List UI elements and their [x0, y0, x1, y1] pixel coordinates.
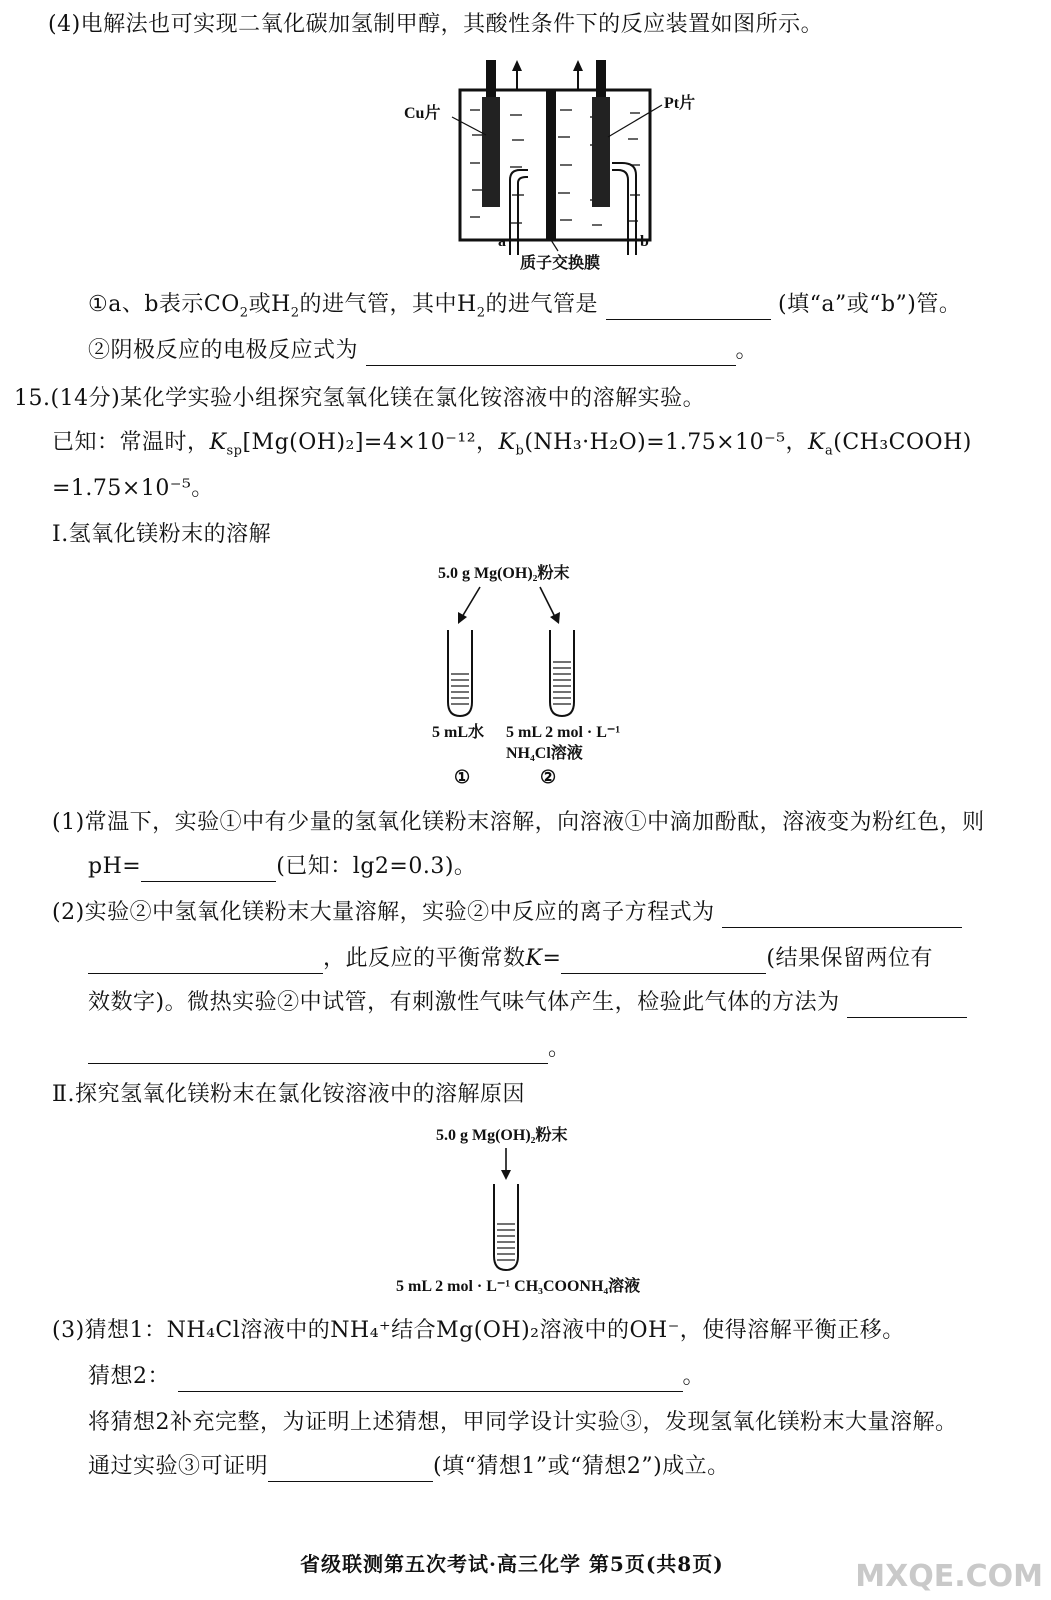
q3-post: (填“猜想1”或“猜想2”)成立。	[433, 1454, 730, 1479]
answer-blank-gas-test-2[interactable]	[88, 1039, 548, 1064]
ksp-value: [Mg(OH)₂]=4×10⁻¹²，	[242, 430, 499, 455]
q15-3-line1: (3)猜想1：NH₄Cl溶液中的NH₄⁺结合Mg(OH)₂溶液中的OH⁻，使得溶解平衡正移。	[52, 1318, 905, 1343]
ksp-symbol: K	[209, 430, 227, 455]
q14-4-sub1-text-b: 或H	[248, 292, 291, 317]
known-pre: 已知：常温时，	[52, 430, 210, 455]
electrolysis-figure	[400, 55, 696, 285]
q15-known-line2: =1.75×10⁻⁵。	[52, 476, 214, 501]
tube1-label: 5 mL水	[432, 724, 485, 741]
fig1-powder-label: 5.0 g Mg(OH)₂粉末	[438, 565, 570, 582]
q15-3-line4	[88, 1452, 730, 1482]
answer-blank-gas-test-1[interactable]	[847, 993, 967, 1018]
ka-sub: a	[824, 443, 834, 459]
q14-4-sub2-end: 。	[735, 338, 759, 363]
kb-value: (NH₃·H₂O)=1.75×10⁻⁵，	[524, 430, 809, 455]
q2-post-text: (结果保留两位有	[766, 946, 933, 971]
answer-blank-guess2[interactable]	[178, 1367, 683, 1392]
part1-title: Ⅰ.氢氧化镁粉末的溶解	[52, 522, 272, 547]
q2-eq-sign: =	[542, 946, 562, 971]
q3-pre: 通过实验③可证明	[88, 1454, 269, 1479]
q3-guess2-post: 。	[682, 1364, 706, 1389]
q15-3-line3: 将猜想2补充完整，为证明上述猜想，甲同学设计实验③，发现氢氧化镁粉末大量溶解。	[88, 1410, 958, 1435]
answer-blank-inlet[interactable]	[606, 295, 771, 320]
q1-ph-pre: pH=	[88, 854, 142, 879]
answer-blank-which-guess[interactable]	[268, 1457, 433, 1482]
q14-4-sub1: ①a、b表示$CO_2$或$H_2$的进气管，其中$H_2$的进气管是 (填“a”或“b”)管。	[88, 292, 962, 321]
answer-blank-ionic-equation-1[interactable]	[722, 903, 962, 928]
part2-title: Ⅱ.探究氢氧化镁粉末在氯化铵溶液中的溶解原因	[52, 1082, 525, 1107]
q14-4-sub2-text: ②阴极反应的电极反应式为	[88, 338, 359, 363]
ka-symbol: K	[808, 430, 825, 455]
answer-blank-equilibrium-constant[interactable]	[561, 949, 766, 974]
q3-guess2-pre: 猜想2：	[88, 1364, 170, 1389]
membrane-label: 质子交换膜	[520, 255, 601, 272]
tube1-number: ①	[454, 767, 471, 787]
q2-line1-text: (2)实验②中氢氧化镁粉末大量溶解，实验②中反应的离子方程式为	[52, 900, 715, 925]
q15-3-guess2	[88, 1362, 705, 1392]
cu-label: Cu片	[404, 105, 441, 122]
q15-2-line1	[52, 898, 962, 928]
q14-4-sub1-text-d: 的进气管是	[485, 292, 599, 317]
q14-4-sub2	[88, 336, 758, 366]
q15-2-line3	[88, 988, 967, 1018]
answer-blank-cathode-equation[interactable]	[366, 341, 736, 366]
ka-value: (CH₃COOH)	[833, 430, 972, 455]
q15-1-line2	[88, 852, 476, 882]
kb-sub: b	[515, 443, 525, 459]
answer-blank-ph[interactable]	[141, 857, 276, 882]
q14-4-intro: (4)电解法也可实现二氧化碳加氢制甲醇，其酸性条件下的反应装置如图所示。	[48, 12, 824, 37]
test-tubes-figure	[420, 562, 660, 792]
answer-blank-ionic-equation-2[interactable]	[88, 949, 323, 974]
kb-symbol: K	[498, 430, 516, 455]
inlet-b-label: b	[640, 233, 649, 250]
q2-k-symbol: K	[525, 946, 543, 971]
inlet-a-label: a	[498, 233, 506, 250]
q1-ph-post: (已知：lg2=0.3)。	[276, 854, 477, 879]
pt-label: Pt片	[664, 95, 696, 112]
acetate-tube-diagram	[380, 1124, 680, 1304]
q2-line3-text: 效数字)。微热实验②中试管，有刺激性气味气体产生，检验此气体的方法为	[88, 990, 840, 1015]
tube2-number: ②	[540, 767, 557, 787]
q14-4-sub1-text-e: (填“a”或“b”)管。	[778, 292, 962, 317]
q2-end: 。	[548, 1036, 571, 1061]
q15-2-line4	[88, 1034, 571, 1064]
watermark-logo: MXQE.COM	[855, 1559, 1043, 1594]
page-footer: 省级联测第五次考试·高三化学 第5页(共8页)	[300, 1552, 724, 1576]
fig2-powder-label: 5.0 g Mg(OH)₂粉末	[436, 1127, 568, 1144]
q15-2-line2	[88, 944, 933, 974]
tube2-label-2: NH₄Cl溶液	[506, 745, 583, 762]
q15-1-line1: (1)常温下，实验①中有少量的氢氧化镁粉末溶解，向溶液①中滴加酚酞，溶液变为粉红色，则	[52, 810, 985, 835]
acetate-tube-figure	[380, 1124, 680, 1304]
q15-heading: 15.(14分)某化学实验小组探究氢氧化镁在氯化铵溶液中的溶解实验。	[14, 386, 706, 411]
q14-4-sub1-text-a: ①a、b表示CO	[88, 292, 240, 317]
acetate-tube-label: 5 mL 2 mol · L⁻¹ CH₃COONH₄溶液	[396, 1278, 641, 1295]
q14-4-sub1-text-c: 的进气管，其中H	[299, 292, 477, 317]
tube2-label-1: 5 mL 2 mol · L⁻¹	[506, 724, 621, 741]
q15-known-line1	[52, 428, 972, 458]
ksp-sub: sp	[226, 443, 243, 459]
q2-mid-text: ，此反应的平衡常数	[323, 946, 526, 971]
